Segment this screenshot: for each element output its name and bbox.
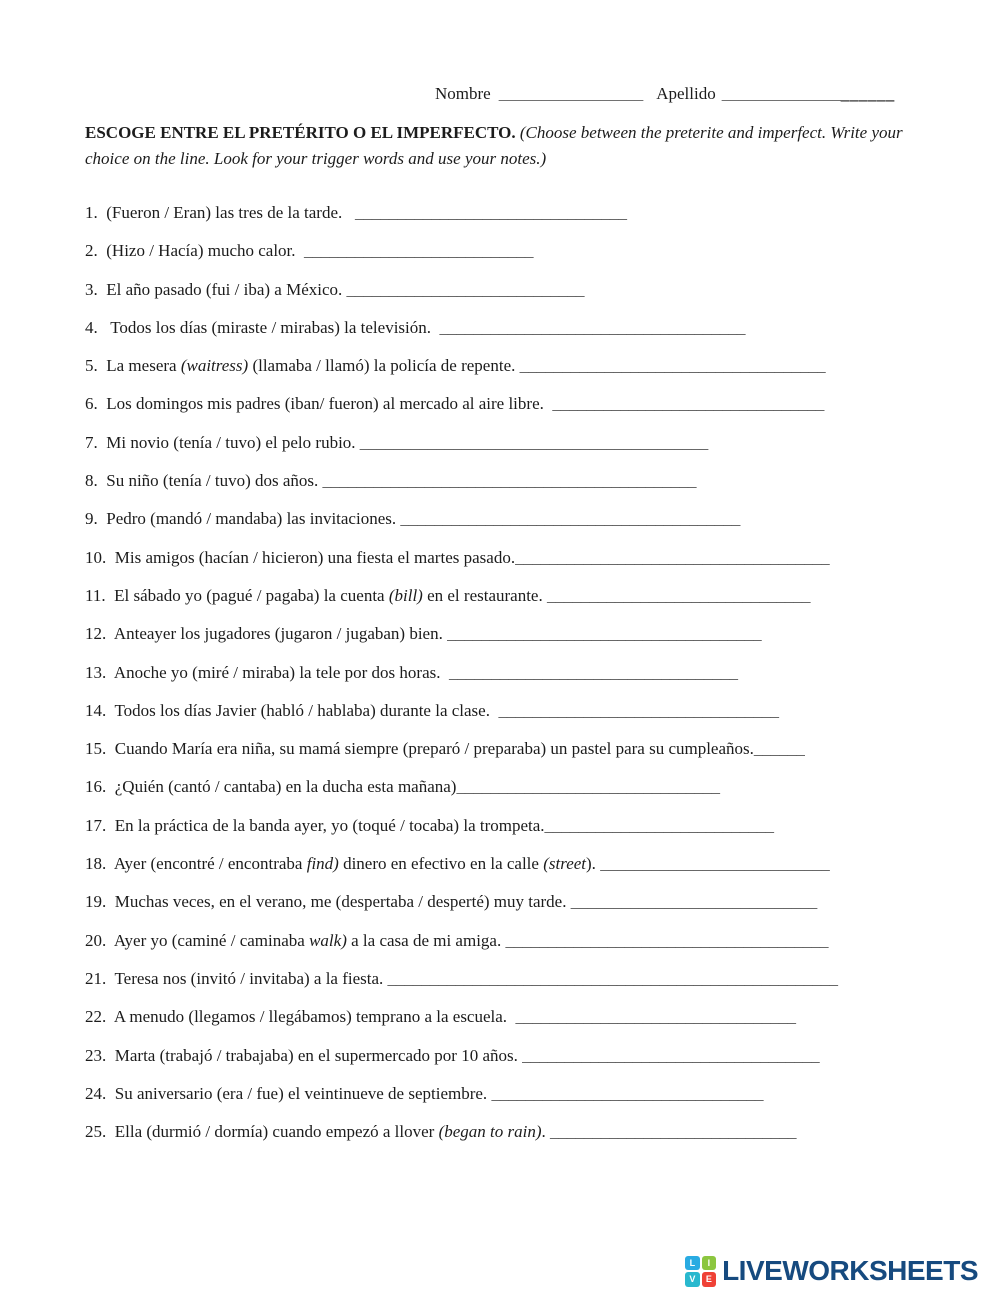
item-text: Mi novio (tenía / tuvo) el pelo rubio. <box>106 432 360 452</box>
nombre-answer-line[interactable]: _________________ <box>498 84 644 103</box>
item-text: Los domingos mis padres (iban/ fueron) al mercado al aire libre. <box>106 394 553 414</box>
answer-line[interactable]: ____________________________________ <box>519 356 826 376</box>
worksheet-item <box>85 202 915 224</box>
item-text: en el restaurante. <box>422 585 547 605</box>
worksheet-item <box>85 470 915 492</box>
worksheet-item <box>85 776 915 798</box>
logo-tile-l: L <box>685 1256 700 1271</box>
answer-line[interactable]: ________________________________ <box>552 394 825 414</box>
answer-line[interactable]: ______________________________________ <box>505 930 829 950</box>
item-number: 19. <box>85 892 115 912</box>
item-text: find) <box>306 854 339 874</box>
item-number: 4. <box>85 317 111 337</box>
apellido-answer-line-bold[interactable]: ______ <box>840 84 895 103</box>
answer-line[interactable]: _____________________________________ <box>447 624 762 644</box>
answer-line[interactable]: ___________________________ <box>304 241 534 261</box>
answer-line[interactable]: ____________________________ <box>346 279 585 299</box>
item-text: Mis amigos (hacían / hicieron) una fiesta el martes pasado. <box>114 547 516 567</box>
answer-line[interactable]: _____________________________ <box>550 1122 797 1142</box>
name-header <box>435 84 915 104</box>
item-number: 20. <box>85 930 114 950</box>
item-text: Pedro (mandó / mandaba) las invitaciones. <box>106 509 401 529</box>
item-text: (llamaba / llamó) la policía de repente. <box>248 356 520 376</box>
item-text: walk) <box>309 930 347 950</box>
answer-line[interactable]: ____________________________________________ <box>322 471 697 491</box>
worksheet-item <box>85 393 915 415</box>
worksheet-item <box>85 1121 915 1143</box>
item-number: 2. <box>85 241 107 261</box>
worksheet-item <box>85 968 915 990</box>
item-text: El año pasado (fui / iba) a México. <box>106 279 347 299</box>
item-text: (began to rain) <box>438 1122 542 1142</box>
worksheet-item <box>85 1083 915 1105</box>
worksheet-item <box>85 317 915 339</box>
item-text: El sábado yo (pagué / pagaba) la cuenta <box>114 585 389 605</box>
item-text: Cuando María era niña, su mamá siempre (preparó / preparaba) un pastel para su cumpleaños. <box>114 739 754 759</box>
worksheet-item <box>85 1045 915 1067</box>
answer-line[interactable]: ___________________________ <box>544 815 775 835</box>
worksheet-item <box>85 738 915 760</box>
answer-line[interactable]: _____________________________ <box>570 892 818 912</box>
apellido-answer-line[interactable]: ______________ <box>721 84 841 103</box>
item-text: dinero en efectivo en la calle <box>338 854 544 874</box>
instructions-translation: (Choose between the preterite and imperfect. Write your choice on the line. Look for your trigger words and use your notes.) <box>85 123 903 168</box>
logo-grid <box>685 1256 716 1287</box>
item-text: Su niño (tenía / tuvo) dos años. <box>106 471 323 491</box>
item-text: Ayer (encontré / encontraba <box>113 854 307 874</box>
item-text: Ayer yo (caminé / caminaba <box>113 930 310 950</box>
item-number: 22. <box>85 1007 114 1027</box>
item-text: Marta (trabajó / trabajaba) en el supermercado por 10 años. <box>114 1045 523 1065</box>
item-number: 11. <box>85 585 115 605</box>
item-text: (Hizo / Hacía) mucho calor. <box>106 241 305 261</box>
nombre-label: Nombre <box>435 84 491 103</box>
worksheet-item <box>85 930 915 952</box>
logo-tile-e: E <box>702 1272 717 1287</box>
item-text: ). <box>586 854 601 874</box>
answer-line[interactable]: _________________________________ <box>498 700 779 720</box>
apellido-label: Apellido <box>656 84 716 103</box>
item-text: (street <box>543 854 587 874</box>
worksheet-item <box>85 355 915 377</box>
answer-line[interactable]: _______________________________ <box>456 777 720 797</box>
item-number: 13. <box>85 662 114 682</box>
item-text: Anoche yo (miré / miraba) la tele por dos horas. <box>113 662 449 682</box>
worksheet-item <box>85 547 915 569</box>
item-text: Todos los días Javier (habló / hablaba) durante la clase. <box>114 700 499 720</box>
item-number: 14. <box>85 700 115 720</box>
item-number: 25. <box>85 1122 115 1142</box>
instructions <box>85 120 917 172</box>
item-text: Ella (durmió / dormía) cuando empezó a llover <box>114 1122 439 1142</box>
item-number: 10. <box>85 547 115 567</box>
item-number: 7. <box>85 432 107 452</box>
worksheet-items <box>85 202 915 1143</box>
worksheet-item <box>85 853 915 875</box>
item-number: 18. <box>85 854 114 874</box>
item-number: 23. <box>85 1045 115 1065</box>
liveworksheets-logo[interactable] <box>685 1255 978 1287</box>
item-text: Todos los días (miraste / mirabas) la televisión. <box>110 317 440 337</box>
worksheet-item <box>85 1006 915 1028</box>
answer-line[interactable]: ______ <box>753 739 805 759</box>
worksheet-item <box>85 585 915 607</box>
item-number: 17. <box>85 815 115 835</box>
item-number: 15. <box>85 739 115 759</box>
worksheet-item <box>85 700 915 722</box>
answer-line[interactable]: _________________________________________ <box>359 432 709 452</box>
worksheet-item <box>85 279 915 301</box>
answer-line[interactable]: _________________________________ <box>515 1007 797 1027</box>
worksheet-item <box>85 432 915 454</box>
item-text: En la práctica de la banda ayer, yo (toqué / tocaba) la trompeta. <box>114 815 545 835</box>
item-text: a la casa de mi amiga. <box>346 930 506 950</box>
logo-brand-text: LIVEWORKSHEETS <box>722 1255 978 1286</box>
answer-line[interactable]: ___________________________________ <box>522 1045 820 1065</box>
worksheet-item <box>85 662 915 684</box>
logo-tile-v: V <box>685 1272 700 1287</box>
instructions-title: ESCOGE ENTRE EL PRETÉRITO O EL IMPERFECTO. <box>85 123 516 142</box>
answer-line[interactable]: ________________________________________ <box>400 509 741 529</box>
item-number: 5. <box>85 356 107 376</box>
answer-line[interactable]: _____________________________________________________ <box>387 968 839 988</box>
worksheet-item <box>85 623 915 645</box>
item-text: Teresa nos (invitó / invitaba) a la fiesta. <box>114 968 388 988</box>
answer-line[interactable]: _______________________________ <box>546 585 811 605</box>
item-number: 21. <box>85 968 115 988</box>
worksheet-item <box>85 891 915 913</box>
answer-line[interactable]: ___________________________ <box>600 854 830 874</box>
answer-line[interactable]: ____________________________________ <box>439 317 746 337</box>
item-text: Muchas veces, en el verano, me (despertaba / desperté) muy tarde. <box>114 892 571 912</box>
worksheet-item <box>85 508 915 530</box>
answer-line[interactable]: ________________________________ <box>491 1083 764 1103</box>
item-text: (bill) <box>388 585 423 605</box>
item-number: 12. <box>85 624 114 644</box>
worksheet-item <box>85 240 915 262</box>
item-number: 6. <box>85 394 107 414</box>
item-text: La mesera <box>106 356 181 376</box>
item-number: 16. <box>85 777 115 797</box>
answer-line[interactable]: __________________________________ <box>448 662 738 682</box>
answer-line[interactable]: _____________________________________ <box>515 547 830 567</box>
item-text: (waitress) <box>180 356 249 376</box>
item-number: 1. <box>85 203 107 222</box>
item-number: 24. <box>85 1083 115 1103</box>
worksheet-item <box>85 815 915 837</box>
item-number: 9. <box>85 509 107 529</box>
item-number: 8. <box>85 471 107 491</box>
item-text: (Fueron / Eran) las tres de la tarde. <box>106 203 356 222</box>
item-text: . <box>541 1122 551 1142</box>
item-text: ¿Quién (cantó / cantaba) en la ducha esta mañana) <box>114 777 457 797</box>
item-text: A menudo (llegamos / llegábamos) temprano a la escuela. <box>113 1007 516 1027</box>
logo-tile-i: I <box>702 1256 717 1271</box>
item-text: Anteayer los jugadores (jugaron / jugaban) bien. <box>113 624 448 644</box>
answer-line[interactable]: ________________________________ <box>355 203 628 222</box>
item-text: Su aniversario (era / fue) el veintinueve de septiembre. <box>114 1083 492 1103</box>
item-number: 3. <box>85 279 107 299</box>
